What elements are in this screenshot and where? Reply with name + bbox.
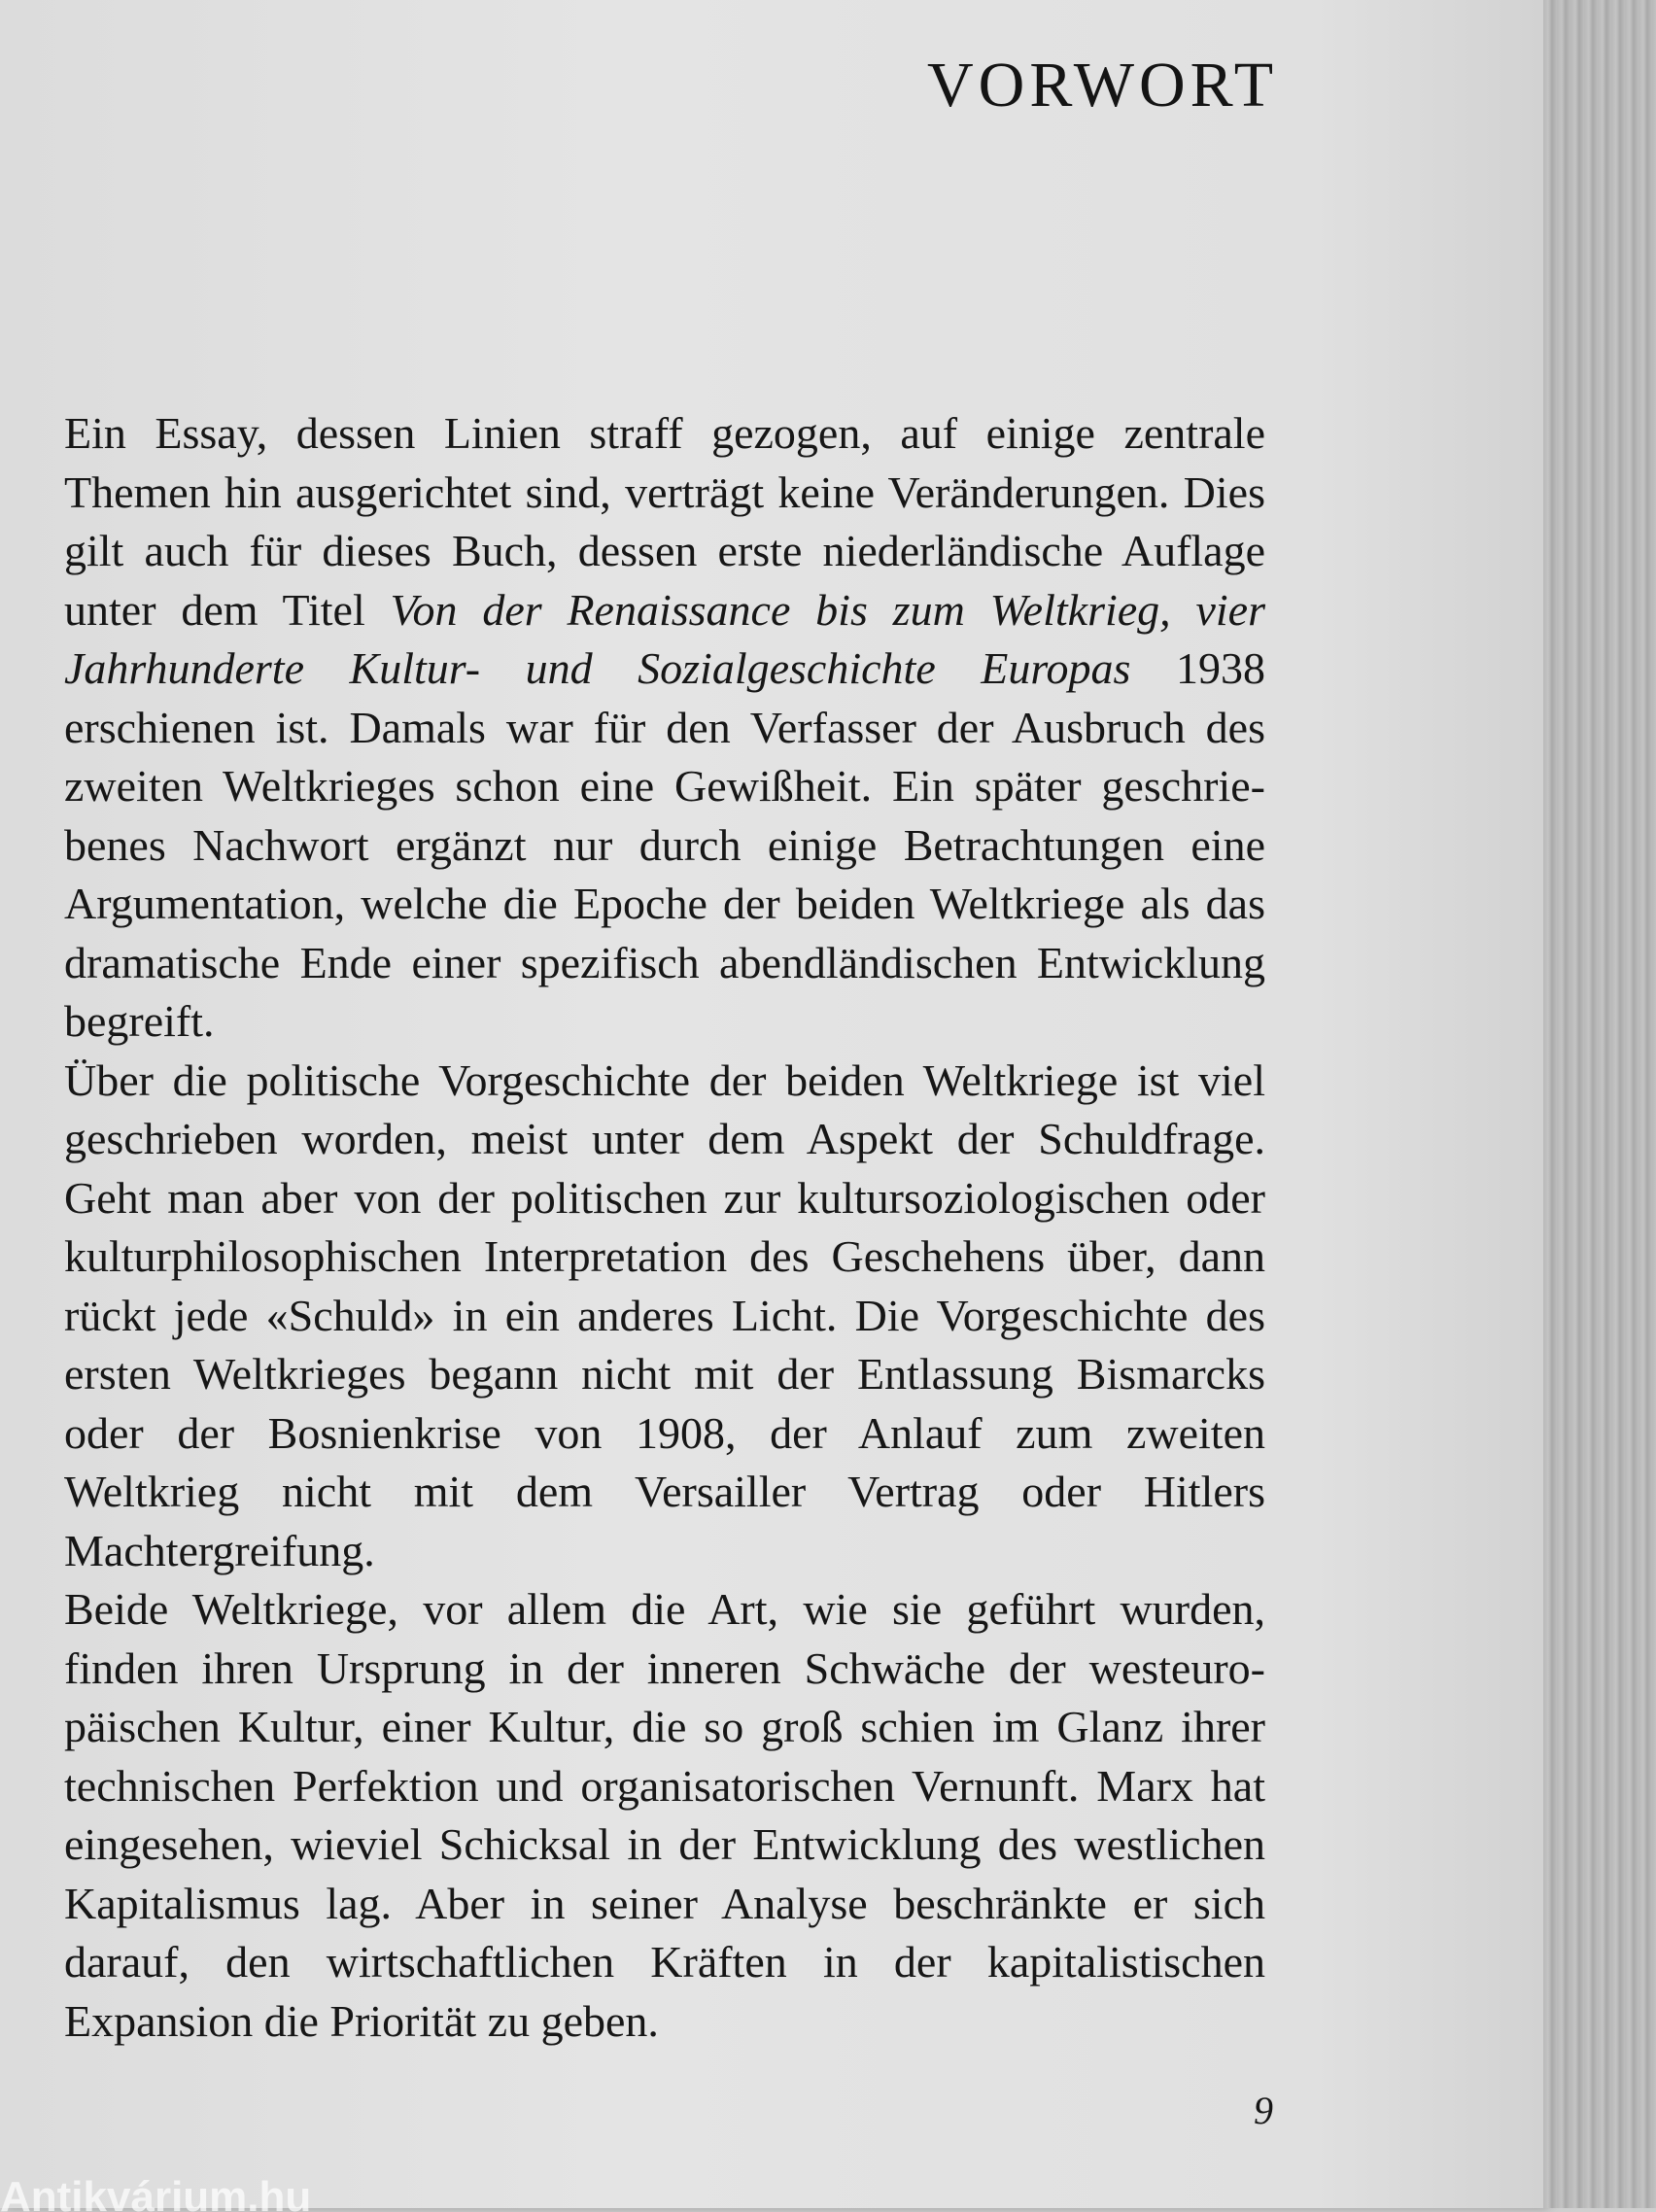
paragraph-2-text: Über die politische Vorgeschichte der beiden Weltkriege ist viel geschrieben worden, meist unter dem Aspekt der Schuldfrage. Geht man aber von der politischen zur kultursoziologischen oder kulturphilosophischen Interpretation des Geschehens über, dann rückt jede «Schuld» in ein anderes Licht. Die Vorgeschichte des ersten Weltkrieges begann nicht mit der Entlassung Bismarcks oder der Bosnienkrise von 1908, der Anlauf zum zweiten Weltkrieg nicht mit dem Versailler Vertrag oder Hitlers Machtergreifung. [64, 1054, 1265, 1575]
paragraph-3 [64, 1580, 1265, 2051]
paragraph-1-text: Ein Essay, dessen Linien straff gezogen, auf einige zentrale Themen hin ausgerichtet sind, verträgt keine Veränderungen. Dies gilt auch für dieses Buch, dessen erste niederländische Auflage unter dem Titel [64, 408, 1265, 635]
book-title-italic: Von der Renaissance bis zum Weltkrieg, vier Jahrhunderte Kultur- und Sozialgeschichte Europas [64, 584, 1265, 693]
body-text [64, 404, 1265, 2051]
paragraph-2 [64, 1052, 1265, 1581]
paragraph-1-text-cont: 1938 erschienen ist. Damals war für den Verfasser der Ausbruch des zweiten Weltkrieges schon eine Gewißheit. Ein später geschriebenes Nachwort ergänzt nur durch einige Betrachtungen eine Argumentation, welche die Epoche der beiden Weltkriege als das dramatische Ende einer spezifisch abendländischen Entwicklung begreift. [64, 643, 1265, 1046]
page-stack-edge [1543, 0, 1656, 2208]
paragraph-3-text: Beide Weltkriege, vor allem die Art, wie sie geführt wurden, finden ihren Ursprung in der inneren Schwäche der westeuropäischen Kultur, einer Kultur, die so groß schien im Glanz ihrer technischen Perfektion und organisatorischen Vernunft. Marx hat eingesehen, wieviel Schicksal in der Entwicklung des westlichen Kapitalismus lag. Aber in seiner Analyse beschränkte er sich darauf, den wirtschaftlichen Kräften in der kapitalistischen Expansion die Priorität zu geben. [64, 1584, 1265, 2046]
paragraph-1 [64, 404, 1265, 1052]
watermark: Antikvárium.hu [0, 2173, 312, 2212]
chapter-title: VORWORT [927, 50, 1279, 121]
page-number: 9 [1254, 2089, 1273, 2132]
